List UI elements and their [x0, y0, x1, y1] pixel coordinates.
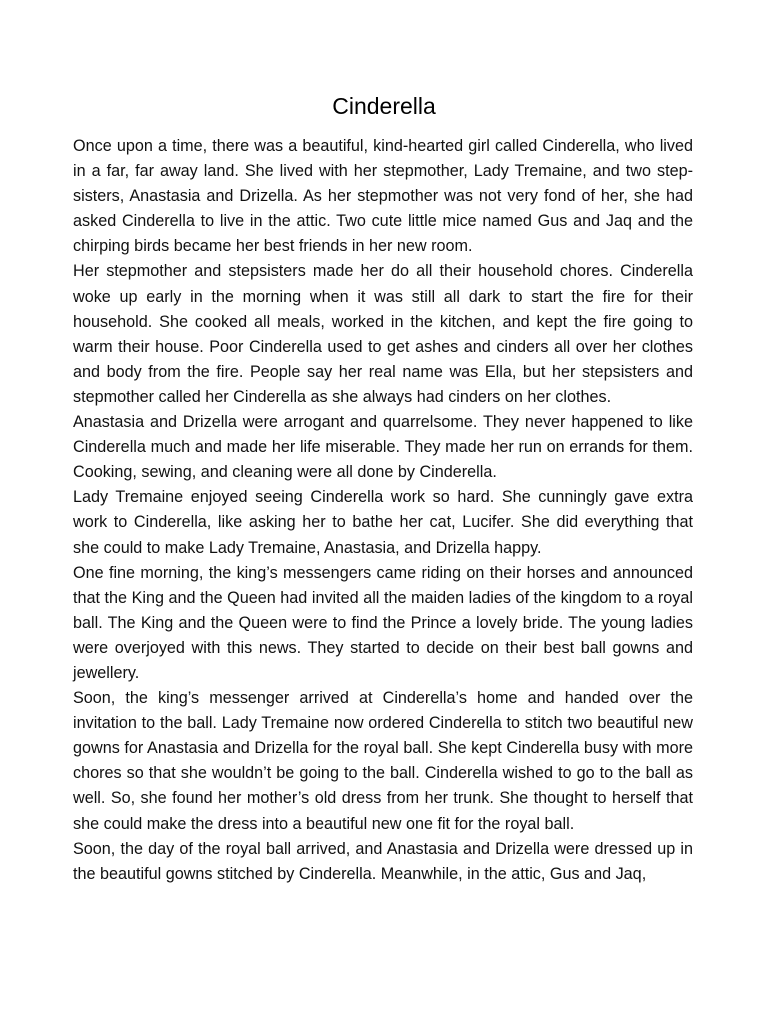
page-title: Cinderella — [332, 93, 436, 119]
paragraph-5: One fine morning, the king’s messengers came riding on their horses and announced that the King and the Queen had invited all the maiden ladies of the kingdom to a royal ball. The King and the Queen were to find the Prince a lovely bride. The young ladies were overjoyed with this news. They started to decide on their best ball gowns and jewellery. — [73, 563, 693, 682]
paragraph-7: Soon, the day of the royal ball arrived, and Anastasia and Drizella were dressed up in the beautiful gowns stitched by Cinderella. Meanwhile, in the attic, Gus and Jaq, — [73, 839, 693, 883]
paragraph-1: Once upon a time, there was a beautiful, kind-hearted girl called Cinderella, who lived in a far, far away land. She lived with her stepmother, Lady Tremaine, and two step-sisters, Anastasia and Drizella. As her stepmother was not very fond of her, she had asked Cinderella to live in the attic. Two cute little mice named Gus and Jaq and the chirping birds became her best friends in her new room. — [73, 137, 693, 256]
paragraph-3: Anastasia and Drizella were arrogant and quarrelsome. They never happened to like Cinderella much and made her life miserable. They made her run on errands for them. Cooking, sewing, and cleaning were all done by Cinderella. — [73, 413, 693, 482]
story-body — [73, 134, 693, 887]
paragraph-2: Her stepmother and stepsisters made her do all their household chores. Cinderella woke up early in the morning when it was still all dark to start the fire for their household. She cooked all meals, worked in the kitchen, and kept the fire going to warm their house. Poor Cinderella used to get ashes and cinders all over her clothes and body from the fire. People say her real name was Ella, but her stepsisters and stepmother called her Cinderella as she always had cinders on her clothes. — [73, 262, 693, 406]
paragraph-4: Lady Tremaine enjoyed seeing Cinderella work so hard. She cunningly gave extra work to Cinderella, like asking her to bathe her cat, Lucifer. She did everything that she could to make Lady Tremaine, Anastasia, and Drizella happy. — [73, 488, 693, 557]
paragraph-6: Soon, the king’s messenger arrived at Cinderella’s home and handed over the invitation to the ball. Lady Tremaine now ordered Cinderella to stitch two beautiful new gowns for Anastasia and Drizella for the royal ball. She kept Cinderella busy with more chores so that she wouldn’t be going to the ball. Cinderella wished to go to the ball as well. So, she found her mother’s old dress from her trunk. She thought to herself that she could make the dress into a beautiful new one fit for the royal ball. — [73, 689, 693, 833]
